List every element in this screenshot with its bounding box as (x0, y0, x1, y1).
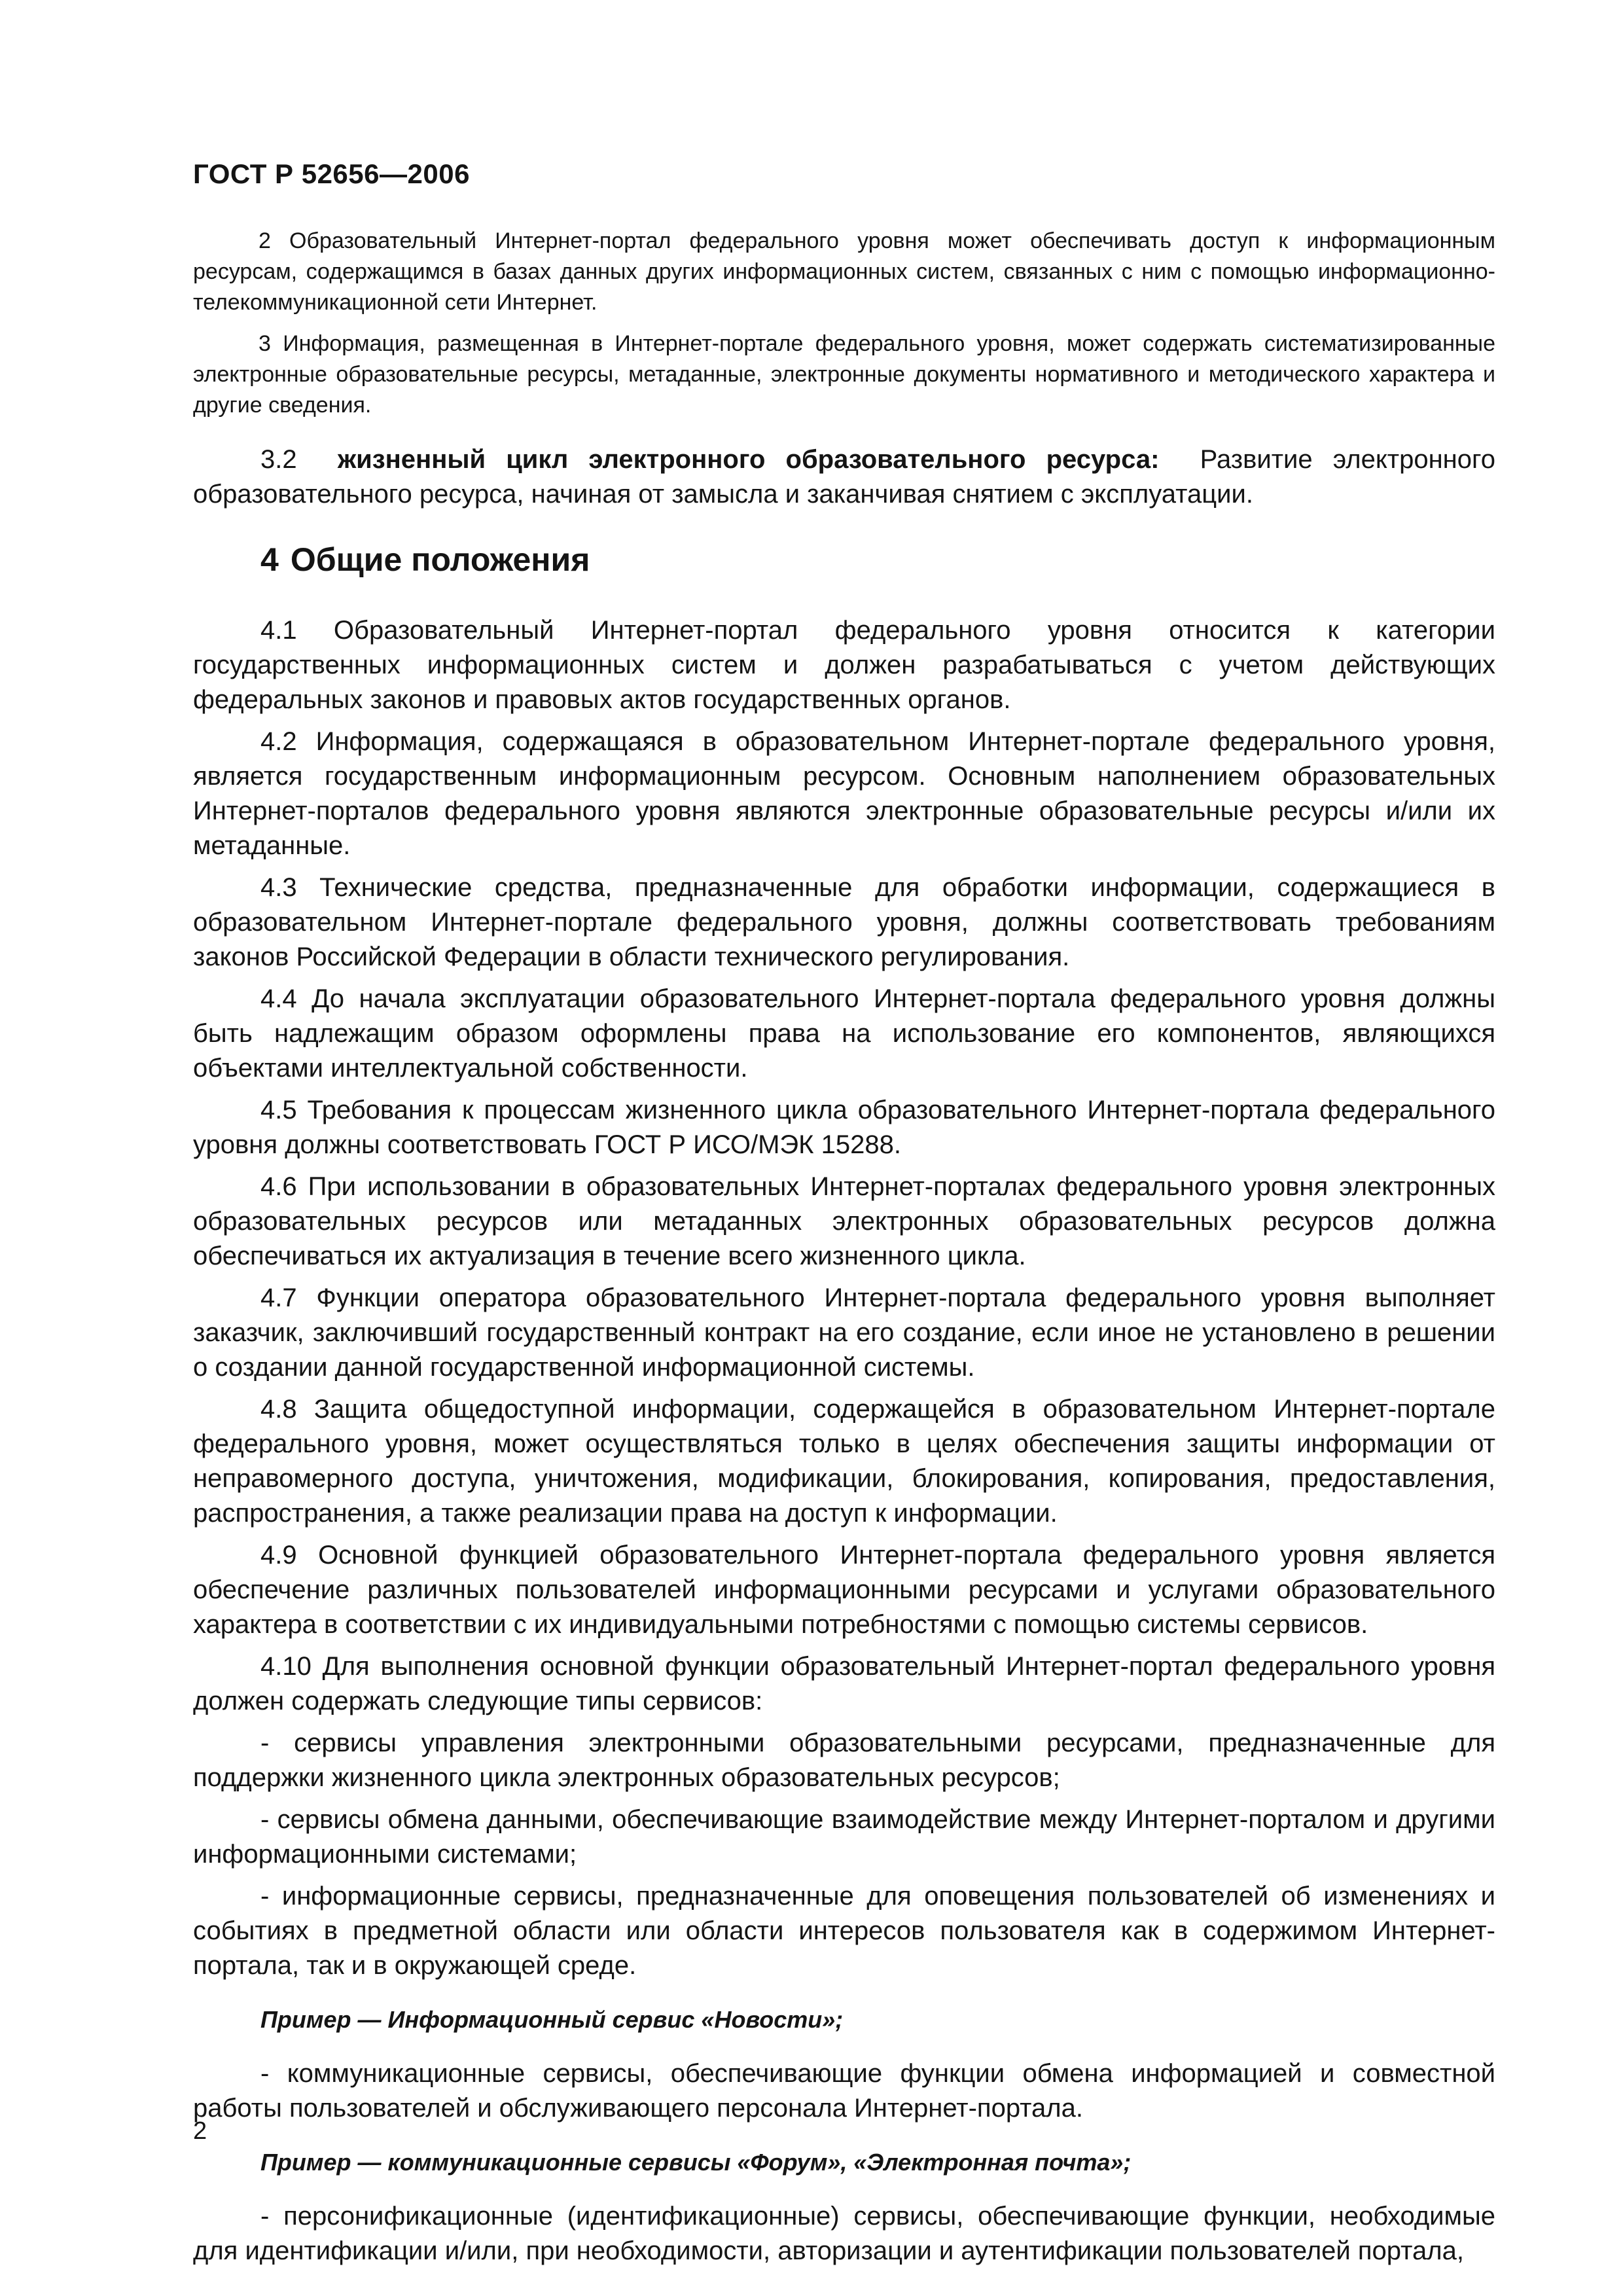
definition-3-2 (193, 442, 1495, 512)
paragraph-4-1: 4.1 Образовательный Интернет-портал федерального уровня относится к категории государственных информационных систем и должен разрабатываться с учетом действующих федеральных законов и правовых актов государственных органов. (193, 616, 1495, 714)
list-item-personification-services: - персонификационные (идентификационные) сервисы, обеспечивающие функции, необходимые для идентификации и/или, при необходимости, авторизации и аутентификации пользователей портала, (193, 2202, 1495, 2265)
paragraph-4-10: 4.10 Для выполнения основной функции образовательный Интернет-портал федерального уровня должен содержать следующие типы сервисов: (193, 1652, 1495, 1715)
definition-text: Развитие электронного образовательного ресурса, начиная от замысла и заканчивая снятием с эксплуатации. (193, 445, 1495, 509)
note-3: 3 Информация, размещенная в Интернет-портале федерального уровня, может содержать систематизированные электронные образовательные ресурсы, метаданные, электронные документы нормативного и методического характера и другие сведения. (193, 331, 1495, 418)
paragraph-4-7: 4.7 Функции оператора образовательного Интернет-портала федерального уровня выполняет заказчик, заключивший государственный контракт на его создание, если иное не установлено в решении о создании данной государственной информационной системы. (193, 1283, 1495, 1382)
section-heading (260, 541, 590, 579)
paragraph-4-3: 4.3 Технические средства, предназначенные для обработки информации, содержащиеся в образовательном Интернет-портале федерального уровня, должны соответствовать требованиям законов Российской Федерации в области технического регулирования. (193, 873, 1495, 971)
example-forum-email: Пример — коммуникационные сервисы «Форум», «Электронная почта»; (260, 2149, 1132, 2176)
list-item-exchange-services: - сервисы обмена данными, обеспечивающие взаимодействие между Интернет-порталом и другими информационными системами; (193, 1805, 1495, 1869)
list-item-communication-services: - коммуникационные сервисы, обеспечивающие функции обмена информацией и совместной работы пользователей и обслуживающего персонала Интернет-портала. (193, 2059, 1495, 2123)
paragraph-4-9: 4.9 Основной функцией образовательного Интернет-портала федерального уровня является обеспечение различных пользователей информационными ресурсами и услугами образовательного характера в соответствии с их индивидуальными потребностями с помощью системы сервисов. (193, 1541, 1495, 1639)
paragraph-4-8: 4.8 Защита общедоступной информации, содержащейся в образовательном Интернет-портале федерального уровня, может осуществляться только в целях обеспечения защиты информации от неправомерного доступа, уничтожения, модификации, блокирования, копирования, предоставления, распространения, а также реализации права на доступ к информации. (193, 1395, 1495, 1528)
paragraph-4-5: 4.5 Требования к процессам жизненного цикла образовательного Интернет-портала федерального уровня должны соответствовать ГОСТ Р ИСО/МЭК 15288. (193, 1096, 1495, 1159)
page-number: 2 (193, 2117, 207, 2145)
definition-term: жизненный цикл электронного образовательного ресурса: (337, 445, 1160, 474)
notes-block (193, 226, 1495, 431)
note-2: 2 Образовательный Интернет-портал федерального уровня может обеспечивать доступ к информационным ресурсам, содержащимся в базах данных других информационных систем, связанных с ним с помощью информационно-телекоммуникационной сети Интернет. (193, 228, 1495, 315)
paragraph-4-6: 4.6 При использовании в образовательных Интернет-порталах федерального уровня электронных образовательных ресурсов или метаданных электронных образовательных ресурсов должна обеспечиваться их актуализация в течение всего жизненного цикла. (193, 1172, 1495, 1270)
paragraph-4-2: 4.2 Информация, содержащаяся в образовательном Интернет-портале федерального уровня, является государственным информационным ресурсом. Основным наполнением образовательных Интернет-порталов федерального уровня являются электронные образовательные ресурсы и/или их метаданные. (193, 727, 1495, 860)
section-title: Общие положения (290, 541, 590, 578)
section-4-body (193, 613, 1495, 2276)
standard-header: ГОСТ Р 52656—2006 (193, 158, 470, 189)
definition-number: 3.2 (260, 445, 297, 474)
definition-block (193, 442, 1495, 519)
list-item-management-services: - сервисы управления электронными образовательными ресурсами, предназначенные для поддержки жизненного цикла электронных образовательных ресурсов; (193, 1729, 1495, 1792)
list-item-information-services: - информационные сервисы, предназначенные для оповещения пользователей об изменениях и событиях в предметной области или области интересов пользователя как в содержимом Интернет-портала, так и в окружающей среде. (193, 1882, 1495, 1980)
example-news: Пример — Информационный сервис «Новости»; (260, 2006, 844, 2033)
section-number: 4 (260, 541, 279, 578)
paragraph-4-4: 4.4 До начала эксплуатации образовательного Интернет-портала федерального уровня должны быть надлежащим образом оформлены права на использование его компонентов, являющихся объектами интеллектуальной собственности. (193, 984, 1495, 1083)
